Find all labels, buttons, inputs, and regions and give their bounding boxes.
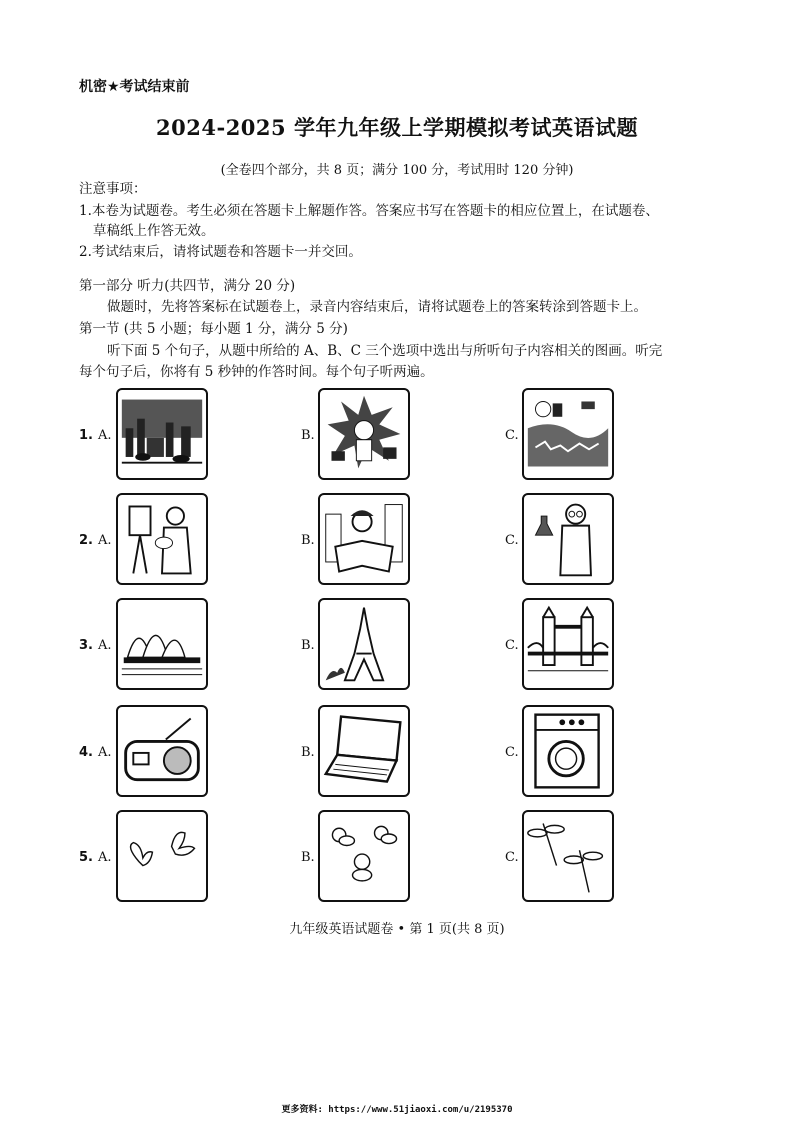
washing-machine-icon[interactable] xyxy=(522,705,614,797)
question-number: 2. xyxy=(79,533,93,548)
option-letter: C. xyxy=(505,638,519,653)
option-letter: A. xyxy=(98,428,112,443)
page-footer: 九年级英语试题卷 • 第 1 页(共 8 页) xyxy=(289,922,505,937)
part1-instruction: 做题时，先将答案标在试题卷上，录音内容结束后，请将试题卷上的答案转涂到答题卡上。 xyxy=(107,299,647,315)
option-letter: A. xyxy=(98,638,112,653)
part1-heading: 第一部分 听力(共四节，满分 20 分) xyxy=(79,278,296,294)
option-letter: C. xyxy=(505,850,519,865)
notes-item-1-cont: 草稿纸上作答无效。 xyxy=(93,223,215,239)
question-number: 4. xyxy=(79,745,93,760)
bees-icon[interactable] xyxy=(318,810,410,902)
radio-icon[interactable] xyxy=(116,705,208,797)
exam-title: 2024-2025 学年九年级上学期模拟考试英语试题 xyxy=(156,115,638,140)
option-letter: B. xyxy=(301,533,315,548)
notes-item-1: 1.本卷为试题卷。考生必须在答题卡上解题作答。答案应书写在答题卡的相应位置上，在试题卷、 xyxy=(79,203,659,219)
painter-icon[interactable] xyxy=(116,493,208,585)
option-letter: A. xyxy=(98,850,112,865)
polluted-factory-city-icon[interactable] xyxy=(116,388,208,480)
section1-instruction-2: 每个句子后，你将有 5 秒钟的作答时间。每个句子听两遍。 xyxy=(79,364,434,380)
option-letter: B. xyxy=(301,428,315,443)
option-letter: C. xyxy=(505,745,519,760)
laptop-icon[interactable] xyxy=(318,705,410,797)
section1-instruction-1: 听下面 5 个句子，从题中所给的 A、B、C 三个选项中选出与所听句子内容相关的图画。听完 xyxy=(107,343,663,359)
sydney-opera-house-icon[interactable] xyxy=(116,598,208,690)
option-letter: B. xyxy=(301,850,315,865)
confidential-label: 机密★考试结束前 xyxy=(79,79,190,95)
architect-icon[interactable] xyxy=(318,493,410,585)
option-letter: A. xyxy=(98,745,112,760)
notes-heading: 注意事项： xyxy=(79,181,147,197)
option-letter: C. xyxy=(505,428,519,443)
littered-river-icon[interactable] xyxy=(522,388,614,480)
tower-bridge-icon[interactable] xyxy=(522,598,614,690)
option-letter: A. xyxy=(98,533,112,548)
source-link[interactable]: 更多资料: https://www.51jiaoxi.com/u/2195370 xyxy=(281,1105,513,1115)
exam-subtitle: (全卷四个部分，共 8 页；满分 100 分，考试用时 120 分钟) xyxy=(220,163,574,178)
option-letter: C. xyxy=(505,533,519,548)
noisy-man-icon[interactable] xyxy=(318,388,410,480)
butterflies-icon[interactable] xyxy=(116,810,208,902)
notes-item-2: 2.考试结束后，请将试题卷和答题卡一并交回。 xyxy=(79,244,362,260)
question-number: 1. xyxy=(79,428,93,443)
question-number: 5. xyxy=(79,850,93,865)
dragonflies-icon[interactable] xyxy=(522,810,614,902)
eiffel-tower-icon[interactable] xyxy=(318,598,410,690)
option-letter: B. xyxy=(301,745,315,760)
section1-heading: 第一节 (共 5 小题；每小题 1 分，满分 5 分) xyxy=(79,321,348,337)
question-number: 3. xyxy=(79,638,93,653)
scientist-icon[interactable] xyxy=(522,493,614,585)
option-letter: B. xyxy=(301,638,315,653)
